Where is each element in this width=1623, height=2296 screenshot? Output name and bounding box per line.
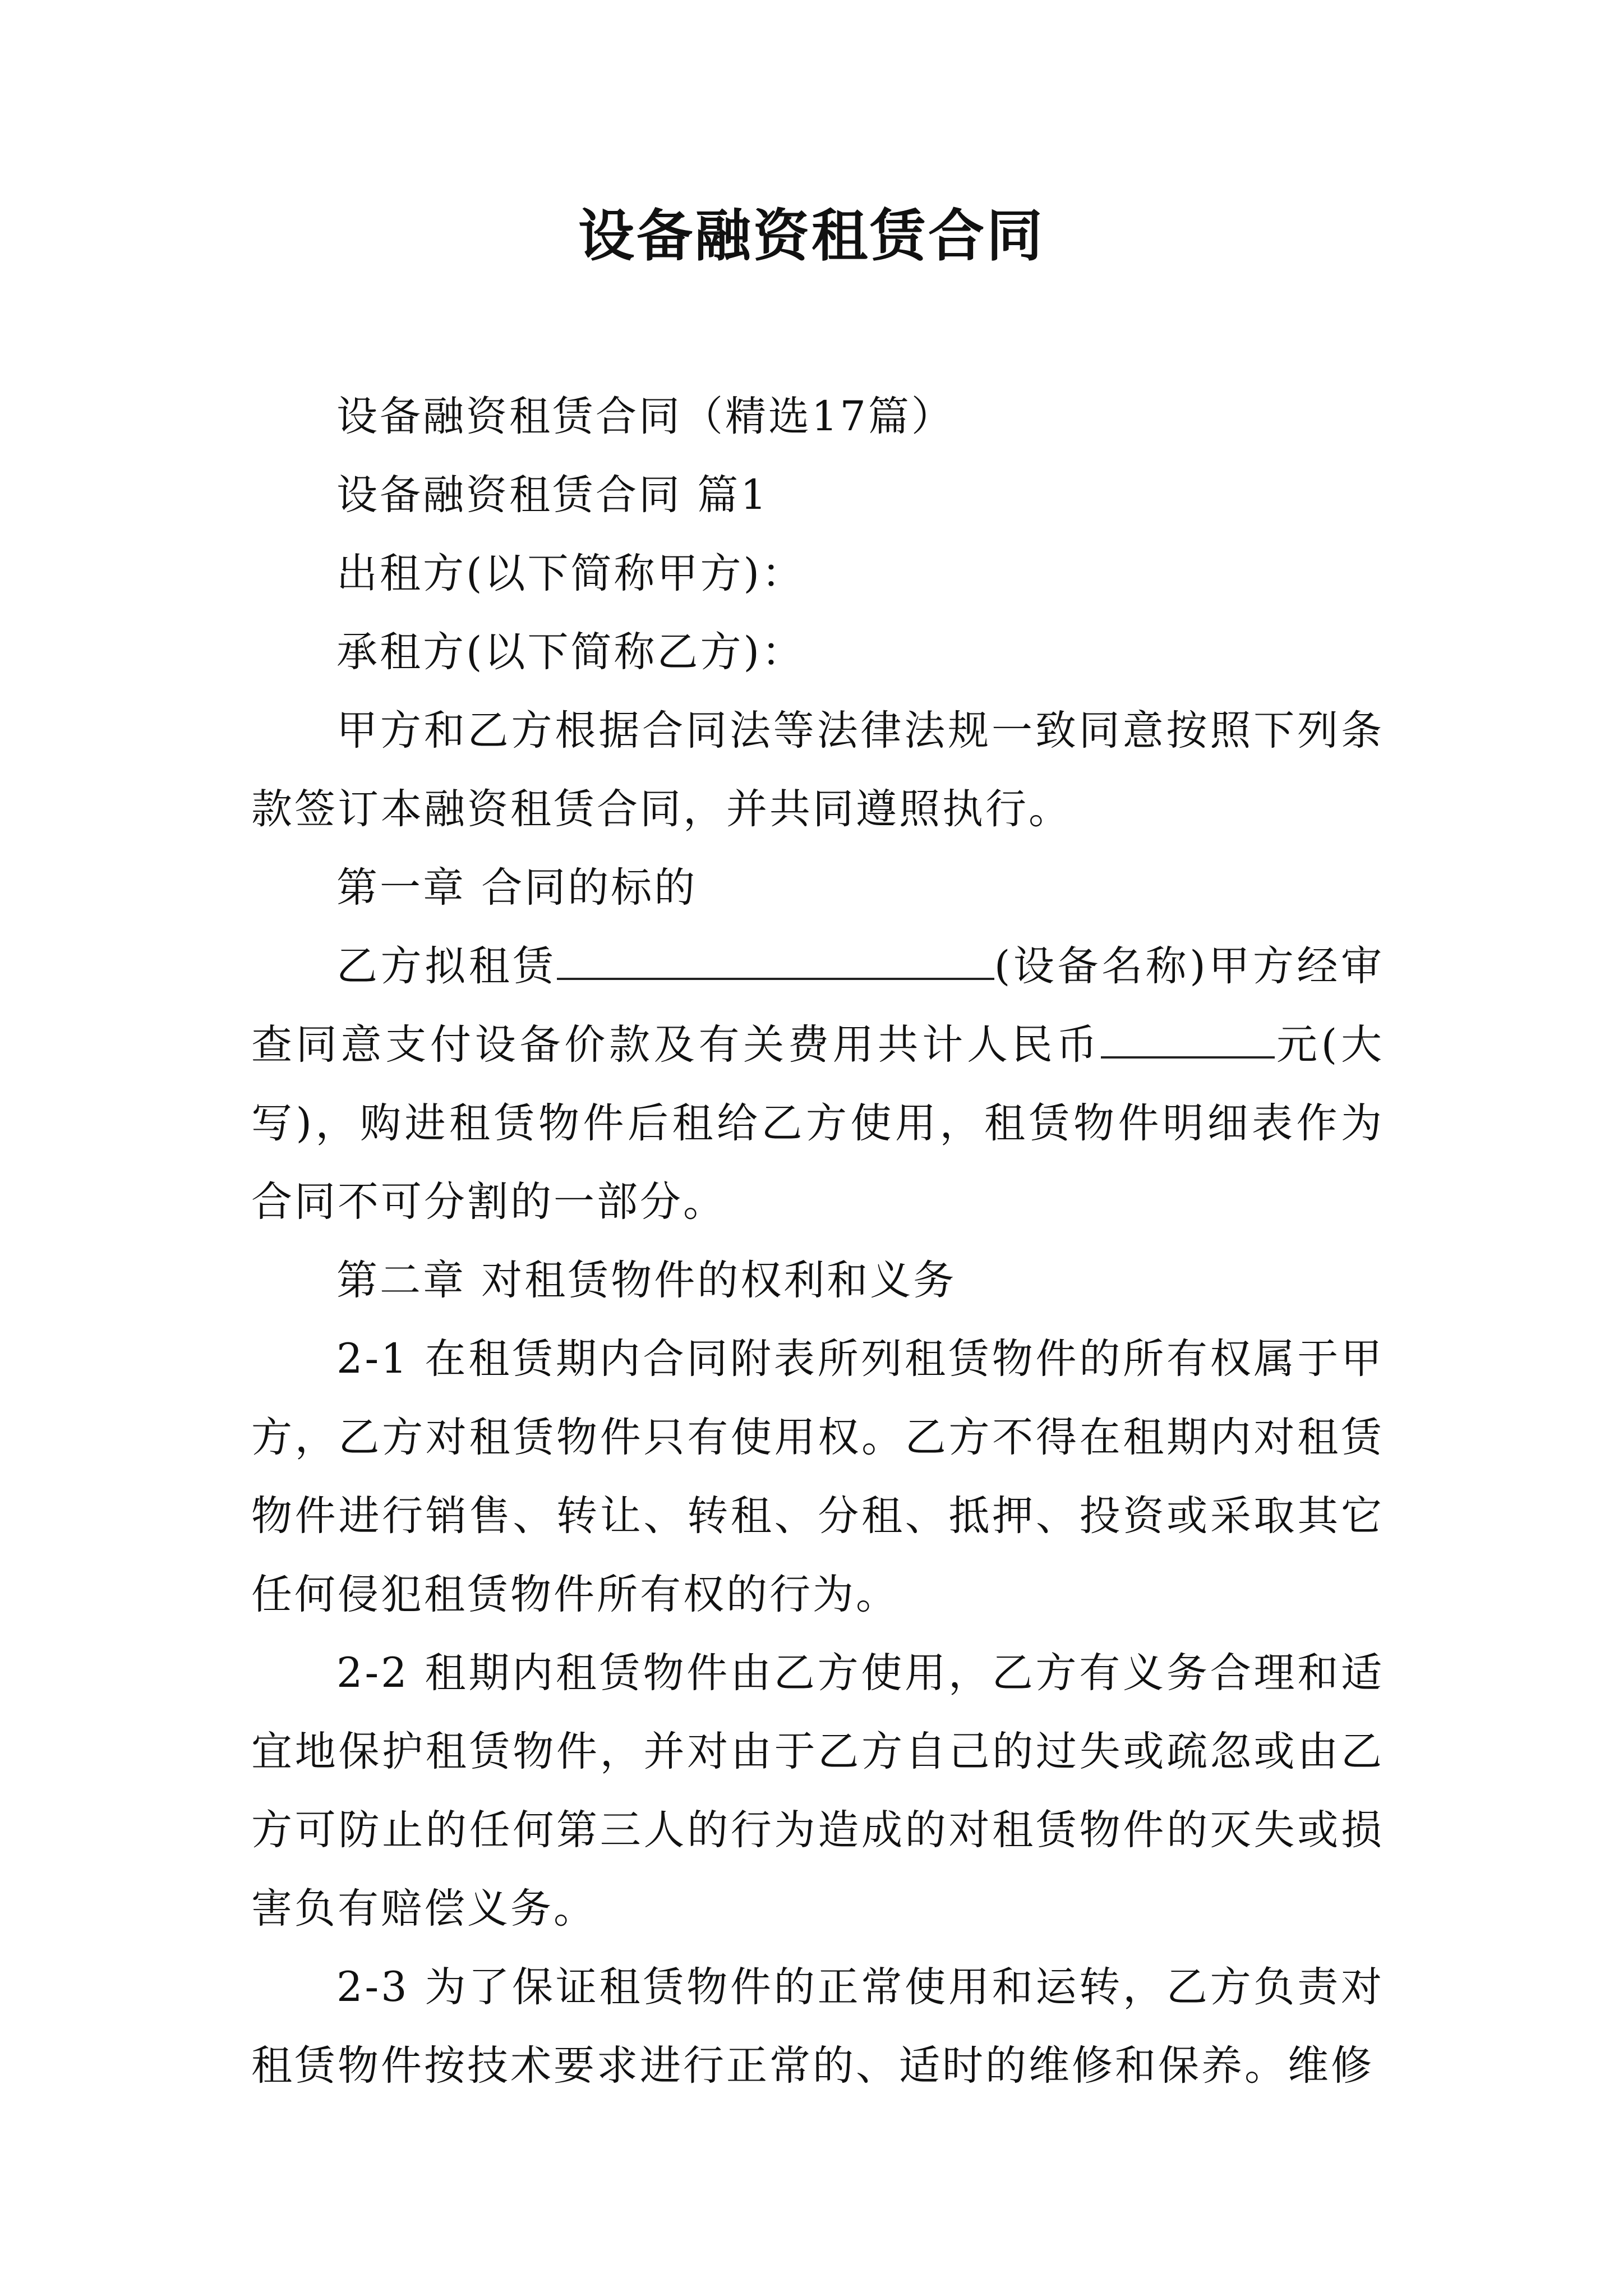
clause-2-2: 2-2 租期内租赁物件由乙方使用，乙方有义务合理和适宜地保护租赁物件，并对由于乙方自己的过失或疏忽或由乙方可防止的任何第三人的行为造成的对租赁物件的灭失或损害负有赔偿义务。	[251, 1649, 1384, 1932]
document-body	[251, 378, 1384, 2105]
chapter-1-text-a: 乙方拟租赁	[336, 942, 557, 990]
chapter-1-text-b: (设备名称)甲方经审查同意支付设备价款及有关费用共计人民币	[251, 942, 1384, 1069]
chapter-1-title: 第一章 合同的标的	[336, 864, 698, 912]
chapter-1-text-c: 元(大写)，购进租赁物件后租给乙方使用，租赁物件明细表作为合同不可分割的一部分。	[251, 1021, 1384, 1226]
document-subtitle: 设备融资租赁合同（精选17篇）	[336, 393, 955, 440]
equipment-name-blank	[557, 937, 994, 980]
chapter-2-title: 第二章 对租赁物件的权利和义务	[336, 1257, 957, 1304]
section-heading: 设备融资租赁合同 篇1	[336, 471, 769, 519]
amount-blank	[1101, 1016, 1275, 1059]
document-title: 设备融资租赁合同	[578, 203, 1045, 269]
lessee-label: 承租方(以下简称乙方)：	[336, 628, 805, 676]
clause-2-3: 2-3 为了保证租赁物件的正常使用和运转，乙方负责对租赁物件按技术要求进行正常的、适时的维修和保养。维修	[251, 1963, 1384, 2090]
lessor-label: 出租方(以下简称甲方)：	[336, 550, 805, 597]
chapter-1-paragraph	[251, 927, 1384, 1241]
intro-paragraph: 甲方和乙方根据合同法等法律法规一致同意按照下列条款签订本融资租赁合同，并共同遵照执行。	[251, 707, 1384, 833]
clause-2-1: 2-1 在租赁期内合同附表所列租赁物件的所有权属于甲方，乙方对租赁物件只有使用权。乙方不得在租期内对租赁物件进行销售、转让、转租、分租、抵押、投资或采取其它任何侵犯租赁物件所有权的行为。	[251, 1335, 1384, 1618]
